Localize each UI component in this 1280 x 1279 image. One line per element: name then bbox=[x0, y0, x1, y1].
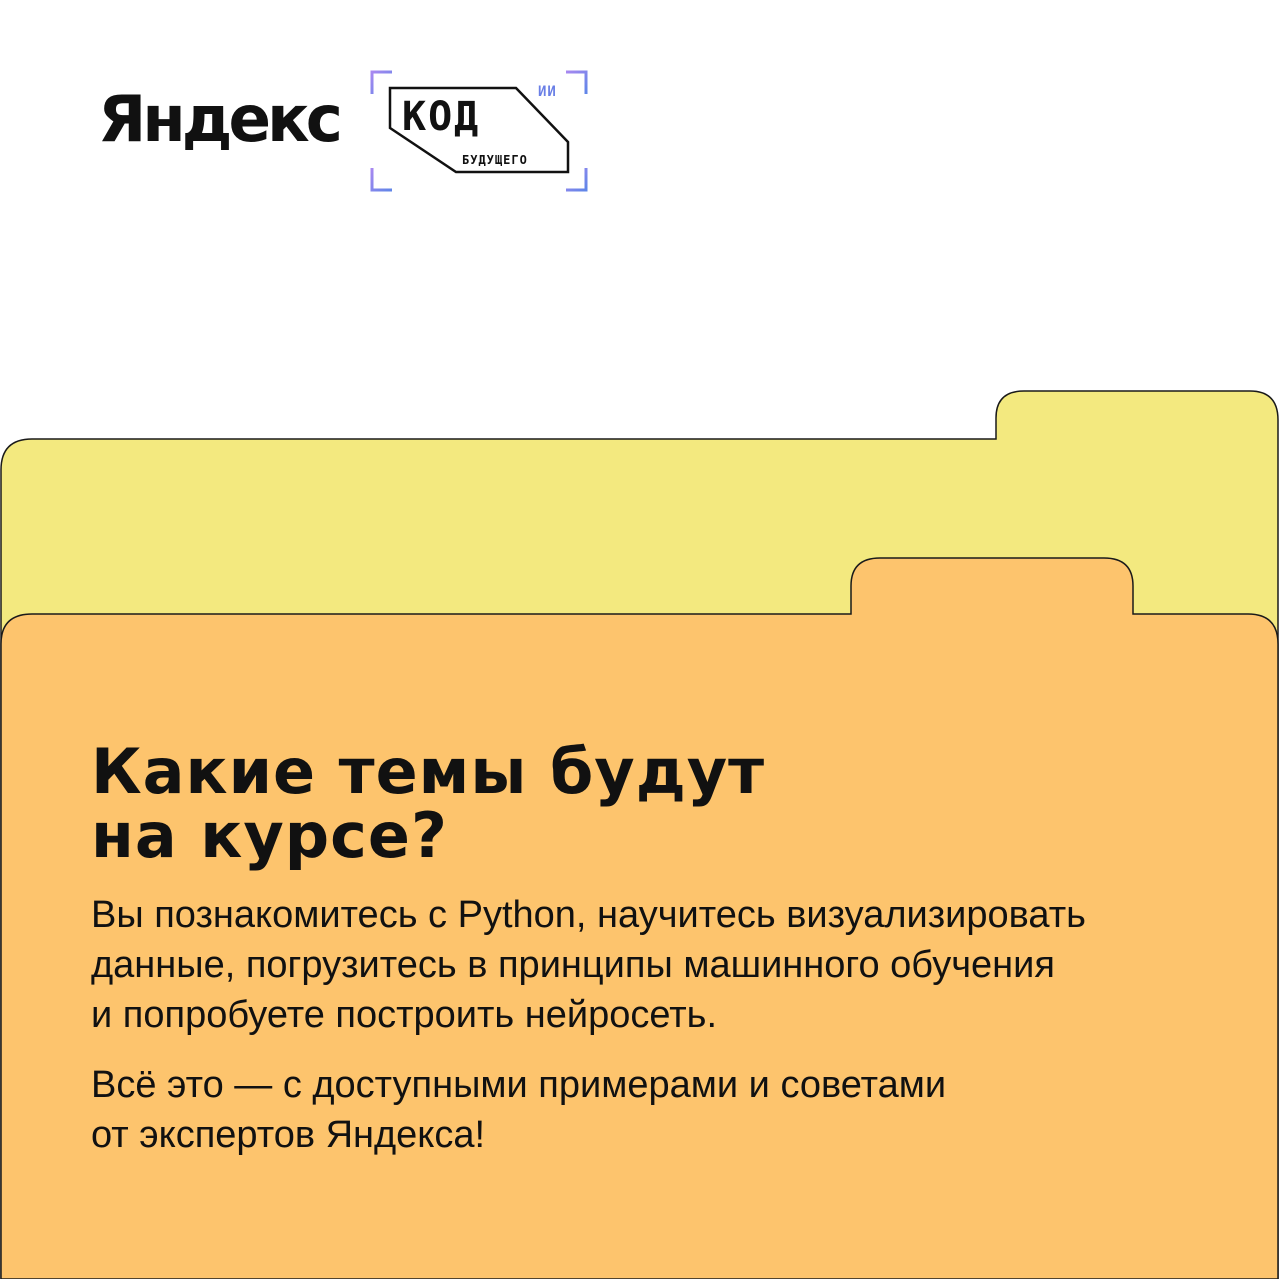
card-title: Какие темы будут на курсе? bbox=[91, 735, 766, 872]
card-content bbox=[91, 735, 1251, 1160]
logo-main-text: КОД bbox=[402, 94, 481, 140]
kod-budushchego-logo bbox=[368, 68, 590, 194]
card-paragraph-2: Всё это — с доступными примерами и советами от экспертов Яндекса! bbox=[91, 1064, 947, 1156]
logo-badge-text: ИИ bbox=[538, 84, 557, 100]
logo-sub-text: БУДУЩЕГО bbox=[462, 153, 528, 167]
yandex-logo: Яндекс bbox=[98, 83, 340, 157]
card-paragraph-1: Вы познакомитесь с Python, научитесь визуализировать данные, погрузитесь в принципы машинного обучения и попробуете построить нейросеть. bbox=[91, 894, 1086, 1036]
